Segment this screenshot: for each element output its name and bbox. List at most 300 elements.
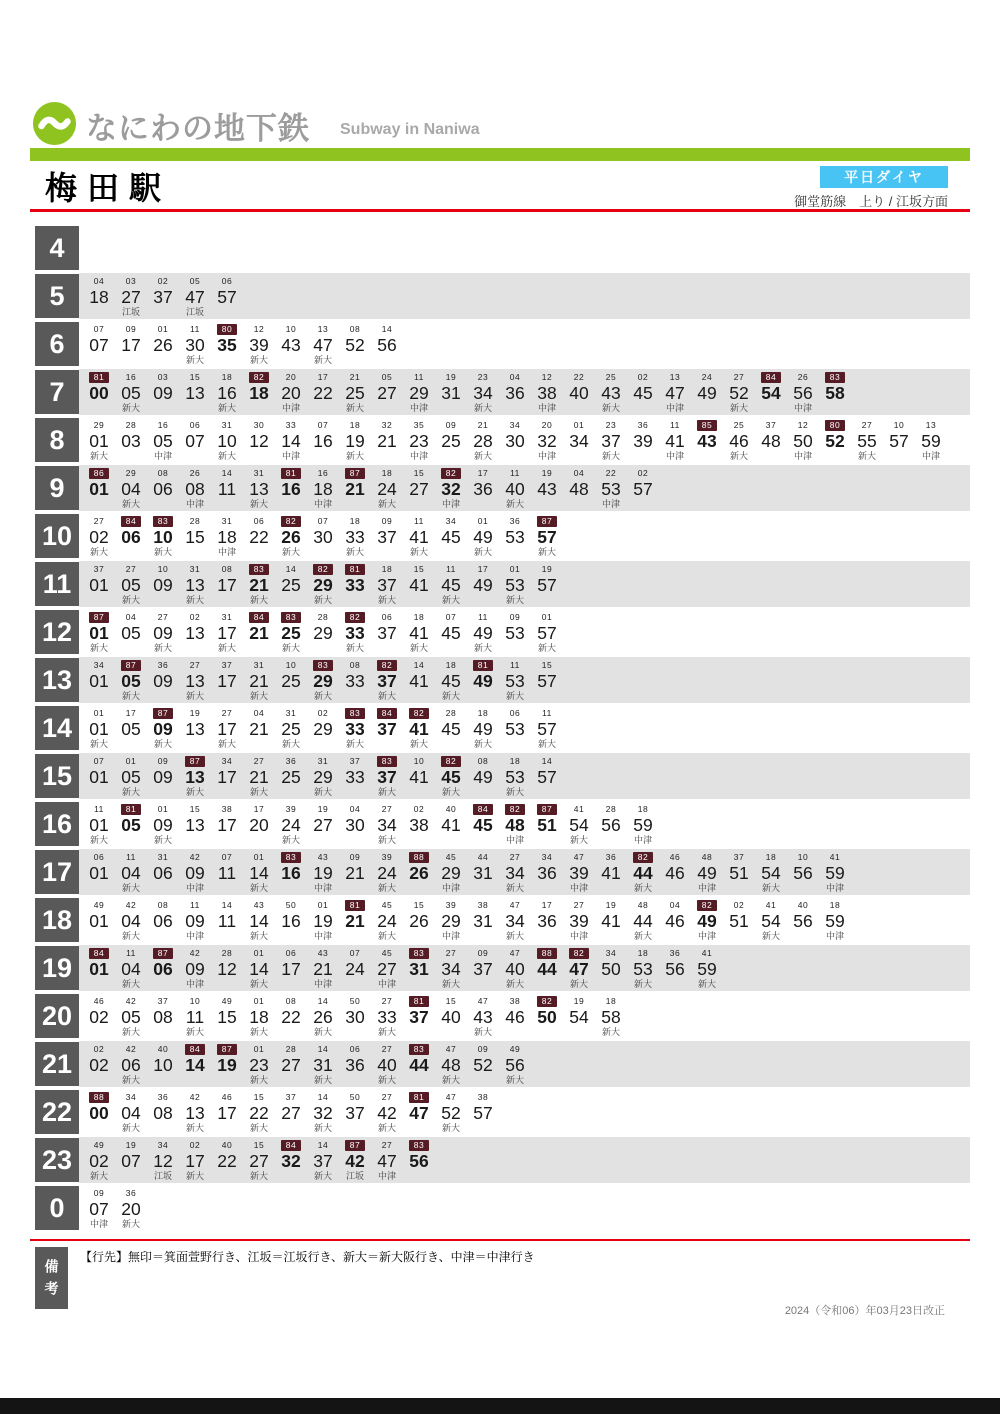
destination-label: 新大 <box>633 883 652 893</box>
departure-cell <box>275 369 307 415</box>
departure-cell <box>147 993 179 1039</box>
train-number: 18 <box>381 564 393 574</box>
departure-cell <box>243 849 275 895</box>
departure-minute: 05 <box>121 815 141 835</box>
departure-minute: 53 <box>505 719 525 739</box>
departure-minute: 22 <box>249 527 269 547</box>
departure-minute: 30 <box>313 527 333 547</box>
departure-cell <box>115 801 147 847</box>
destination-label: 新大 <box>345 403 364 413</box>
departure-cell <box>531 897 563 943</box>
departure-cell <box>115 897 147 943</box>
departure-cell <box>339 369 371 415</box>
destination-label: 新大 <box>249 979 268 989</box>
departure-cell <box>435 417 467 463</box>
destination-label: 新大 <box>473 451 492 461</box>
departure-cell <box>467 849 499 895</box>
destination-label: 新大 <box>217 643 236 653</box>
departure-minute: 31 <box>441 383 461 403</box>
destination-label: 新大 <box>345 739 364 749</box>
destination-label: 新大 <box>697 979 716 989</box>
train-number: 27 <box>381 1140 393 1150</box>
train-number: 27 <box>381 1044 393 1054</box>
train-number: 84 <box>761 372 781 383</box>
train-number: 84 <box>281 1140 301 1151</box>
timetable-row-5 <box>35 273 970 319</box>
departure-cell <box>339 801 371 847</box>
train-number: 27 <box>381 1092 393 1102</box>
departure-cell <box>115 1185 147 1231</box>
train-number: 18 <box>509 756 521 766</box>
train-number: 13 <box>925 420 937 430</box>
train-number: 31 <box>221 516 233 526</box>
departure-minute: 14 <box>249 959 269 979</box>
timetable-row-14 <box>35 705 970 751</box>
departure-minute: 56 <box>793 383 813 403</box>
header-red-divider <box>30 209 970 212</box>
train-number: 15 <box>189 804 201 814</box>
departure-cell <box>275 753 307 799</box>
departure-cell <box>115 1137 147 1183</box>
departure-cell <box>83 1041 115 1087</box>
minute-cells <box>79 801 970 847</box>
departure-minute: 24 <box>377 479 397 499</box>
departure-minute: 15 <box>185 527 205 547</box>
departure-minute: 57 <box>633 479 653 499</box>
departure-minute: 56 <box>793 863 813 883</box>
departure-cell <box>467 705 499 751</box>
departure-minute: 48 <box>441 1055 461 1075</box>
destination-label: 新大 <box>121 691 140 701</box>
departure-cell <box>435 801 467 847</box>
minute-cells <box>79 465 970 511</box>
departure-minute: 27 <box>377 383 397 403</box>
hour-label: 15 <box>35 754 79 798</box>
destination-label: 中津 <box>313 979 332 989</box>
destination-label: 新大 <box>377 499 396 509</box>
departure-cell <box>83 993 115 1039</box>
train-number: 07 <box>93 324 105 334</box>
destination-label: 新大 <box>313 691 332 701</box>
train-number: 02 <box>93 1044 105 1054</box>
departure-cell <box>467 657 499 703</box>
train-number: 15 <box>413 564 425 574</box>
train-number: 14 <box>413 660 425 670</box>
departure-minute: 27 <box>377 959 397 979</box>
destination-label: 新大 <box>217 451 236 461</box>
departure-cell <box>307 513 339 559</box>
departure-cell <box>403 945 435 991</box>
departure-cell <box>243 993 275 1039</box>
station-title: 梅田駅 <box>45 170 172 206</box>
destination-label: 新大 <box>185 355 204 365</box>
departure-cell <box>179 993 211 1039</box>
train-number: 09 <box>93 1188 105 1198</box>
train-number: 14 <box>221 468 233 478</box>
timetable-row-13 <box>35 657 970 703</box>
departure-cell <box>339 513 371 559</box>
train-number: 05 <box>189 276 201 286</box>
green-divider <box>30 148 970 161</box>
destination-legend-note: 【行先】無印＝箕面萱野行き、江坂＝江坂行き、新大＝新大阪行き、中津＝中津行き <box>80 1250 535 1264</box>
train-number: 84 <box>89 948 109 959</box>
departure-cell <box>243 1041 275 1087</box>
departure-cell <box>435 657 467 703</box>
train-number: 27 <box>573 900 585 910</box>
departure-minute: 16 <box>281 479 301 499</box>
destination-label: 新大 <box>505 931 524 941</box>
departure-minute: 32 <box>313 1103 333 1123</box>
departure-minute: 53 <box>505 575 525 595</box>
departure-cell <box>755 849 787 895</box>
train-number: 19 <box>541 564 553 574</box>
destination-label: 新大 <box>377 1123 396 1133</box>
train-number: 83 <box>409 948 429 959</box>
departure-minute: 25 <box>281 575 301 595</box>
departure-cell <box>659 849 691 895</box>
train-number: 16 <box>125 372 137 382</box>
train-number: 36 <box>157 660 169 670</box>
destination-label: 中津 <box>441 931 460 941</box>
train-number: 28 <box>189 516 201 526</box>
departure-minute: 49 <box>473 671 493 691</box>
train-number: 82 <box>441 756 461 767</box>
departure-cell <box>403 465 435 511</box>
departure-cell <box>243 801 275 847</box>
departure-cell <box>339 1041 371 1087</box>
train-number: 87 <box>153 948 173 959</box>
departure-cell <box>563 849 595 895</box>
departure-minute: 27 <box>281 1055 301 1075</box>
departure-cell <box>499 657 531 703</box>
revision-date: 2024（令和06）年03月23日改正 <box>784 1305 945 1317</box>
train-number: 37 <box>733 852 745 862</box>
departure-cell <box>307 1137 339 1183</box>
departure-cell <box>435 753 467 799</box>
departure-minute: 44 <box>633 863 653 883</box>
departure-cell <box>531 753 563 799</box>
departure-cell <box>339 897 371 943</box>
departure-cell <box>243 897 275 943</box>
departure-cell <box>563 993 595 1039</box>
destination-label: 新大 <box>121 979 140 989</box>
timetable-row-9 <box>35 465 970 511</box>
departure-minute: 18 <box>249 383 269 403</box>
departure-minute: 31 <box>473 911 493 931</box>
train-number: 06 <box>509 708 521 718</box>
departure-cell <box>275 1089 307 1135</box>
minute-cells <box>79 1185 970 1231</box>
departure-cell <box>499 897 531 943</box>
departure-minute: 26 <box>409 911 429 931</box>
departure-minute: 29 <box>313 671 333 691</box>
departure-minute: 57 <box>537 719 557 739</box>
departure-minute: 56 <box>665 959 685 979</box>
train-number: 09 <box>157 756 169 766</box>
departure-cell <box>819 897 851 943</box>
hour-label: 14 <box>35 706 79 750</box>
destination-label: 新大 <box>249 595 268 605</box>
departure-cell <box>819 369 851 415</box>
train-number: 19 <box>541 468 553 478</box>
train-number: 04 <box>509 372 521 382</box>
train-number: 16 <box>157 420 169 430</box>
train-number: 87 <box>537 516 557 527</box>
hour-label: 19 <box>35 946 79 990</box>
departure-minute: 04 <box>121 911 141 931</box>
departure-minute: 30 <box>345 1007 365 1027</box>
departure-cell <box>467 897 499 943</box>
minute-cells <box>79 753 970 799</box>
destination-label: 新大 <box>313 1171 332 1181</box>
departure-cell <box>467 1089 499 1135</box>
destination-label: 新大 <box>409 547 428 557</box>
train-number: 39 <box>381 852 393 862</box>
train-number: 02 <box>157 276 169 286</box>
departure-minute: 13 <box>185 1103 205 1123</box>
train-number: 08 <box>221 564 233 574</box>
departure-cell <box>435 561 467 607</box>
departure-cell <box>723 897 755 943</box>
train-number: 27 <box>381 996 393 1006</box>
departure-minute: 48 <box>761 431 781 451</box>
departure-minute: 21 <box>249 623 269 643</box>
departure-minute: 23 <box>249 1055 269 1075</box>
train-number: 31 <box>221 612 233 622</box>
departure-cell <box>243 513 275 559</box>
departure-cell <box>659 369 691 415</box>
destination-label: 中津 <box>505 835 524 845</box>
departure-cell <box>627 801 659 847</box>
departure-cell <box>275 561 307 607</box>
departure-cell <box>83 753 115 799</box>
destination-label: 新大 <box>249 499 268 509</box>
train-number: 48 <box>637 900 649 910</box>
departure-cell <box>531 993 563 1039</box>
departure-minute: 37 <box>377 719 397 739</box>
departure-cell <box>627 369 659 415</box>
departure-minute: 29 <box>441 911 461 931</box>
destination-label: 中津 <box>409 451 428 461</box>
departure-minute: 44 <box>537 959 557 979</box>
train-number: 81 <box>281 468 301 479</box>
departure-cell <box>275 993 307 1039</box>
departure-cell <box>371 465 403 511</box>
departure-minute: 43 <box>473 1007 493 1027</box>
departure-cell <box>531 369 563 415</box>
departure-minute: 57 <box>537 623 557 643</box>
departure-minute: 07 <box>89 1199 109 1219</box>
departure-cell <box>595 369 627 415</box>
train-number: 47 <box>477 996 489 1006</box>
departure-cell <box>403 849 435 895</box>
departure-cell <box>339 1137 371 1183</box>
destination-label: 中津 <box>409 403 428 413</box>
train-number: 22 <box>573 372 585 382</box>
departure-cell <box>339 465 371 511</box>
departure-cell <box>147 1041 179 1087</box>
departure-minute: 14 <box>249 863 269 883</box>
departure-minute: 52 <box>473 1055 493 1075</box>
departure-minute: 29 <box>313 719 333 739</box>
destination-label: 新大 <box>409 643 428 653</box>
train-number: 83 <box>377 756 397 767</box>
departure-minute: 26 <box>281 527 301 547</box>
departure-minute: 01 <box>89 767 109 787</box>
departure-cell <box>435 465 467 511</box>
departure-minute: 46 <box>665 863 685 883</box>
departure-minute: 25 <box>441 431 461 451</box>
departure-cell <box>243 561 275 607</box>
departure-minute: 19 <box>345 431 365 451</box>
departure-minute: 45 <box>441 719 461 739</box>
destination-label: 中津 <box>281 451 300 461</box>
train-number: 49 <box>93 1140 105 1150</box>
departure-cell <box>339 705 371 751</box>
departure-cell <box>467 561 499 607</box>
departure-minute: 11 <box>217 479 237 499</box>
departure-cell <box>627 897 659 943</box>
train-number: 08 <box>349 324 361 334</box>
train-number: 82 <box>313 564 333 575</box>
train-number: 29 <box>125 468 137 478</box>
departure-cell <box>403 609 435 655</box>
destination-label: 中津 <box>217 547 236 557</box>
timetable-row-6 <box>35 321 970 367</box>
departure-minute: 01 <box>89 863 109 883</box>
train-number: 84 <box>185 1044 205 1055</box>
departure-minute: 58 <box>601 1007 621 1027</box>
train-number: 13 <box>317 324 329 334</box>
train-number: 08 <box>285 996 297 1006</box>
departure-cell <box>595 465 627 511</box>
departure-cell <box>307 801 339 847</box>
train-number: 82 <box>441 468 461 479</box>
minute-cells <box>79 561 970 607</box>
departure-cell <box>307 657 339 703</box>
departure-cell <box>371 1041 403 1087</box>
destination-label: 新大 <box>89 835 108 845</box>
departure-cell <box>83 369 115 415</box>
train-number: 18 <box>381 468 393 478</box>
train-number: 08 <box>157 900 169 910</box>
train-number: 82 <box>505 804 525 815</box>
departure-minute: 06 <box>153 959 173 979</box>
train-number: 06 <box>285 948 297 958</box>
train-number: 17 <box>125 708 137 718</box>
train-number: 15 <box>253 1140 265 1150</box>
departure-cell <box>275 513 307 559</box>
departure-minute: 43 <box>537 479 557 499</box>
departure-minute: 37 <box>377 623 397 643</box>
remarks-label: 備考 <box>35 1247 68 1309</box>
departure-cell <box>499 561 531 607</box>
departure-minute: 45 <box>441 575 461 595</box>
departure-minute: 09 <box>153 383 173 403</box>
departure-minute: 33 <box>345 575 365 595</box>
departure-cell <box>339 1089 371 1135</box>
train-number: 17 <box>253 804 265 814</box>
train-number: 11 <box>446 564 456 574</box>
destination-label: 江坂 <box>345 1171 364 1181</box>
departure-minute: 21 <box>377 431 397 451</box>
timetable-row-19 <box>35 945 970 991</box>
minute-cells <box>79 321 970 367</box>
departure-cell <box>467 609 499 655</box>
departure-minute: 37 <box>473 959 493 979</box>
destination-label: 中津 <box>665 451 684 461</box>
destination-label: 新大 <box>121 1075 140 1085</box>
timetable-row-22 <box>35 1089 970 1135</box>
departure-cell <box>211 1137 243 1183</box>
hour-label: 17 <box>35 850 79 894</box>
train-number: 16 <box>317 468 329 478</box>
destination-label: 新大 <box>249 1027 268 1037</box>
train-number: 18 <box>445 660 457 670</box>
minute-cells <box>79 1137 970 1183</box>
departure-cell <box>83 849 115 895</box>
train-number: 11 <box>414 516 424 526</box>
departure-minute: 53 <box>505 767 525 787</box>
destination-label: 新大 <box>377 595 396 605</box>
destination-label: 新大 <box>377 835 396 845</box>
departure-cell <box>563 897 595 943</box>
train-number: 84 <box>377 708 397 719</box>
departure-cell <box>371 1137 403 1183</box>
departure-cell <box>723 849 755 895</box>
train-number: 19 <box>573 996 585 1006</box>
departure-minute: 04 <box>121 1103 141 1123</box>
departure-minute: 32 <box>537 431 557 451</box>
departure-minute: 52 <box>825 431 845 451</box>
destination-label: 新大 <box>121 787 140 797</box>
destination-label: 新大 <box>313 355 332 365</box>
destination-label: 新大 <box>505 787 524 797</box>
train-number: 40 <box>157 1044 169 1054</box>
destination-label: 新大 <box>377 787 396 797</box>
departure-cell <box>211 801 243 847</box>
departure-cell <box>723 369 755 415</box>
train-number: 14 <box>317 1092 329 1102</box>
departure-minute: 17 <box>217 575 237 595</box>
train-number: 42 <box>125 996 137 1006</box>
train-number: 46 <box>669 852 681 862</box>
departure-minute: 36 <box>473 479 493 499</box>
departure-minute: 16 <box>281 911 301 931</box>
departure-minute: 34 <box>505 863 525 883</box>
departure-minute: 40 <box>377 1055 397 1075</box>
train-number: 87 <box>89 612 109 623</box>
hour-label: 10 <box>35 514 79 558</box>
destination-label: 新大 <box>89 451 108 461</box>
train-number: 10 <box>157 564 169 574</box>
train-number: 47 <box>509 900 521 910</box>
departure-minute: 25 <box>281 719 301 739</box>
destination-label: 中津 <box>825 883 844 893</box>
departure-cell <box>243 705 275 751</box>
train-number: 83 <box>825 372 845 383</box>
destination-label: 江坂 <box>185 307 204 317</box>
departure-minute: 37 <box>345 1103 365 1123</box>
train-number: 31 <box>221 420 233 430</box>
hour-label: 13 <box>35 658 79 702</box>
train-number: 41 <box>701 948 713 958</box>
train-number: 01 <box>253 948 265 958</box>
destination-label: 新大 <box>441 787 460 797</box>
train-number: 15 <box>541 660 553 670</box>
departure-minute: 38 <box>409 815 429 835</box>
train-number: 18 <box>413 612 425 622</box>
